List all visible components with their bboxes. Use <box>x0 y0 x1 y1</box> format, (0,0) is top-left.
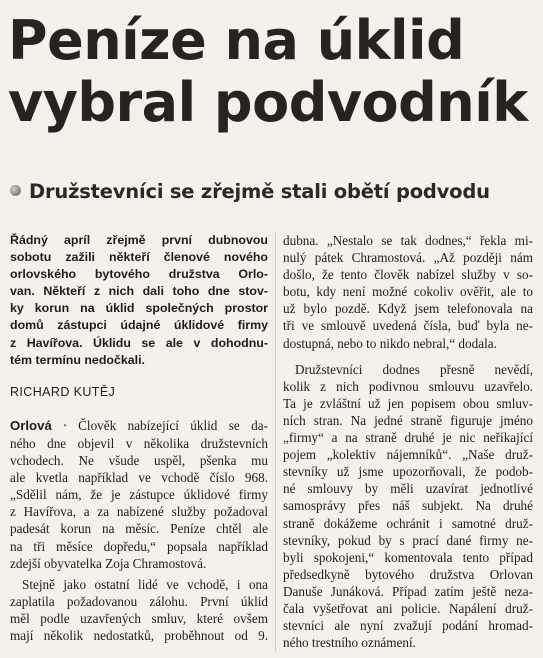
perex-line: Řádný apríl zřejmě první dubnovou <box>10 233 268 247</box>
body-line: dubna. „Nestalo se tak dodnes,“ řekla mi- <box>283 233 533 248</box>
body-line: předsedkyně bytového družstva Orlovan <box>283 566 533 582</box>
body-line: byli spokojeni,“ komentovala tento případ <box>283 549 533 565</box>
body-line: na tři měsíce dopředu,“ popsala například <box>10 538 268 554</box>
perex-line: z Havířova. Úklidu se ale v dohodnu- <box>10 335 268 350</box>
subheadline-text: Družstevníci se zřejmě stali obětí podvodu <box>29 180 490 203</box>
body-line: ních stran. Na jedné straně figuruje jméno <box>283 412 533 428</box>
body-line: tři ve smlouvě uvedená čísla, buď byla ne- <box>283 318 533 334</box>
column-divider <box>275 232 276 652</box>
column-right <box>283 232 533 651</box>
perex-line: van. Někteří z nich dali toho dne stov- <box>10 284 268 299</box>
body-line: mají několik nedostatků, proběhnout od 9. <box>10 627 268 643</box>
body-line: né smlouvy by měli uzavírat jednotlivé <box>283 481 533 497</box>
body-line: stevníky, pokud by s prací dané firmy ne- <box>283 532 533 548</box>
body-line: ného trestního oznámení. <box>283 635 416 651</box>
headline-line-1: Peníze na úklid <box>8 9 465 72</box>
body-line: „Sdělil nám, že je zástupce úklidové firmy <box>10 487 268 503</box>
body-line: Družstevníci dodnes přesně nevědí, <box>295 361 533 377</box>
body-line: samosprávy přes náš subjekt. Na druhé <box>283 498 533 514</box>
body-line: už bylo pozdě. Když jsem telefonovala na <box>283 301 533 317</box>
dateline: Orlová <box>10 417 52 433</box>
body-paragraph-4 <box>283 361 533 652</box>
perex-line: domů zástupci údajné úklidové firmy <box>10 318 268 333</box>
body-line: zdejší obyvatelka Zoja Chramostová. <box>10 555 207 571</box>
body-paragraph-3 <box>283 232 533 352</box>
body-line: čala vyšetřovat ani policie. Napálení druž- <box>283 600 533 616</box>
headline-line-2: vybral podvodník <box>8 71 528 134</box>
body-line: pojem „kolektiv nájemníků“. „Naše druž- <box>283 447 533 463</box>
body-line: straně dokážeme ochránit i samotné druž- <box>283 515 533 531</box>
body-line: kolik z nich podivnou smlouvu uzavřelo. <box>283 378 533 394</box>
body-line: Stejně jako ostatní lidé ve vchodě, i ona <box>22 576 268 592</box>
body-line: ného dne objevil v několika družstevních <box>10 435 268 451</box>
body-paragraph-1 <box>10 417 268 572</box>
perex-line: tém termínu nedočkali. <box>10 352 145 367</box>
perex-line: orlovského bytového družstva Orlo- <box>10 267 268 282</box>
column-left <box>10 232 268 644</box>
body-line <box>10 417 268 435</box>
body-line: stevníci ale nyní zvažují podání hromad- <box>283 618 533 634</box>
body-line: Ta je zvláštní už jen popisem obou smluv- <box>283 395 533 411</box>
body-line: zaplatila požadovanou zálohu. První úklid <box>10 593 268 609</box>
dateline-separator-icon: • <box>63 420 67 432</box>
body-line: padesát korun na měsíc. Peníze chtěl ale <box>10 521 268 537</box>
body-line-text: Člověk nabízející úklid se da- <box>78 417 268 433</box>
body-line: Danuše Junáková. Případ zatím ještě neza- <box>283 583 533 599</box>
body-line: dostupná, nebo to nikdo nebral,“ dodala. <box>283 335 497 351</box>
author-byline: RICHARD KUTĚJ <box>10 384 116 399</box>
perex <box>10 232 268 369</box>
body-line: ale kvetla například ve vchodě číslo 968. <box>10 470 268 486</box>
body-line: nulý pátek Chramostová. „Až později nám <box>283 250 533 266</box>
bullet-icon <box>10 185 21 196</box>
subheadline <box>10 180 535 204</box>
body-line: měl podle uzavřených smluv, které ovšem <box>10 610 268 626</box>
body-line: došlo, že tento člověk nabízel služby v so- <box>283 267 533 283</box>
body-line: vchodech. Ne všude uspěl, pšenka mu <box>10 453 268 469</box>
body-paragraph-2 <box>10 576 268 644</box>
body-line: z Havířova, a za nabízené služby požadoval <box>10 504 268 520</box>
headline <box>8 10 538 134</box>
perex-line: ky korun na úklid společných prostor <box>10 301 268 316</box>
perex-line: sobotu zažili někteří členové nového <box>10 250 268 265</box>
body-line: stevníky už jsme upozorňovali, že podob- <box>283 464 533 480</box>
body-line: „firmy“ a na straně druhé je nic neříkající <box>283 430 533 446</box>
body-line: botu, kdy není možné cokoliv ověřit, ale to <box>283 284 533 300</box>
